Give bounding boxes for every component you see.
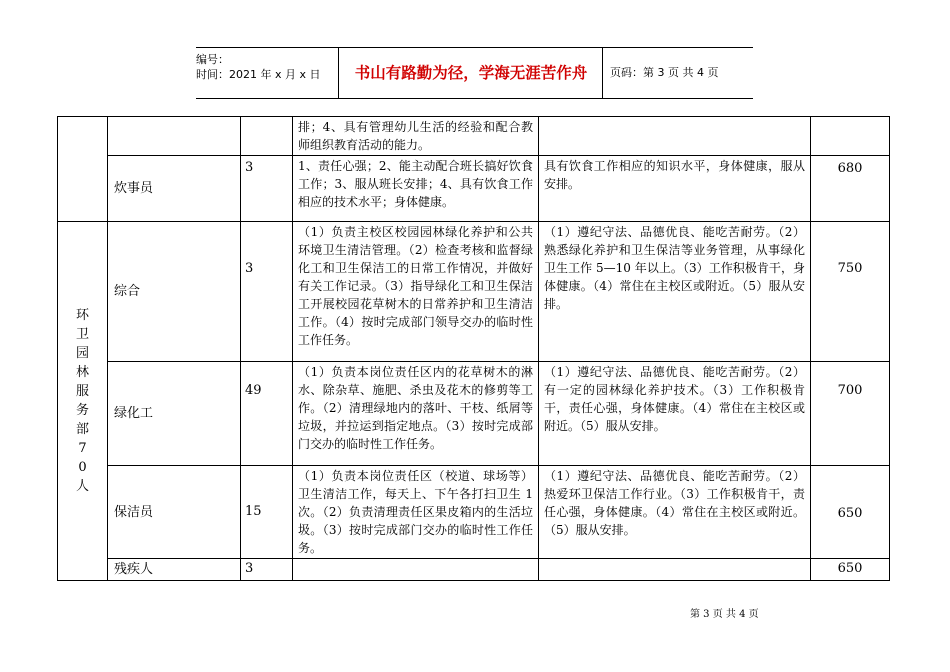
- duty-cell: 排；4、具有管理幼儿生活的经验和配合教师组织教育活动的能力。: [293, 117, 539, 156]
- header-motto: 书山有路勤为径，学海无涯苦作舟: [340, 48, 603, 98]
- count-cell: 3: [241, 222, 293, 362]
- table-row: [58, 559, 890, 581]
- count-cell: 3: [241, 156, 293, 222]
- staff-table: [57, 116, 890, 581]
- pay-cell: [811, 117, 890, 156]
- position-cell: 炊事员: [108, 156, 241, 222]
- requirement-cell: （1）遵纪守法、品德优良、能吃苦耐劳。（2）热爱环卫保洁工作行业。（3）工作积极肯干，责任心强，身体健康。（4）常住在主校区或附近。（5）服从安排。: [539, 466, 811, 559]
- table-row: [58, 466, 890, 559]
- duty-cell: （1）负责本岗位责任区内的花草树木的淋水、除杂草、施肥、杀虫及花木的修剪等工作。（2）清理绿地内的落叶、干枝、纸屑等垃圾，并拉运到指定地点。（3）按时完成部门交办的临时性工作任务。: [293, 362, 539, 466]
- duty-cell: （1）负责主校区校园园林绿化养护和公共环境卫生清洁管理。（2）检查考核和监督绿化工和卫生保洁工的日常工作情况，并做好有关工作记录。（3）指导绿化工和卫生保洁工开展校园花草树木的日常养护和卫生清洁工作。（4）按时完成部门领导交办的临时性工作任务。: [293, 222, 539, 362]
- count-cell: [241, 117, 293, 156]
- pay-cell: 650: [811, 466, 890, 559]
- dept-label: 环卫园林服务部70人: [75, 308, 89, 494]
- number-label: 编号：: [196, 53, 229, 66]
- position-cell: 综合: [108, 222, 241, 362]
- requirement-cell: （1）遵纪守法、品德优良、能吃苦耐劳。（2）熟悉绿化养护和卫生保洁等业务管理，从事绿化卫生工作 5—10 年以上。（3）工作积极肯干，身体健康。（4）常住在主校区或附近。（5）服从安排。: [539, 222, 811, 362]
- dept-cell: [58, 222, 108, 581]
- dept-cell-prev: [58, 117, 108, 222]
- position-cell: [108, 117, 241, 156]
- duty-cell: [293, 559, 539, 581]
- table-row: [58, 362, 890, 466]
- pay-cell: 680: [811, 156, 890, 222]
- table-row: [58, 156, 890, 222]
- header-meta: [196, 48, 339, 98]
- table-row: [58, 222, 890, 362]
- table-row: [58, 117, 890, 156]
- position-cell: 绿化工: [108, 362, 241, 466]
- count-cell: 49: [241, 362, 293, 466]
- count-cell: 15: [241, 466, 293, 559]
- header-page-label: 页码：第 3 页 共 4 页: [610, 66, 719, 79]
- pay-cell: 650: [811, 559, 890, 581]
- requirement-cell: [539, 559, 811, 581]
- duty-cell: 1、责任心强；2、能主动配合班长搞好饮食工作；3、服从班长安排；4、具有饮食工作相应的技术水平；身体健康。: [293, 156, 539, 222]
- duty-cell: （1）负责本岗位责任区（校道、球场等）卫生清洁工作，每天上、下午各打扫卫生 1 次。（2）负责清理责任区果皮箱内的生活垃圾。（3）按时完成部门交办的临时性工作任务。: [293, 466, 539, 559]
- pay-cell: 700: [811, 362, 890, 466]
- page-header: [196, 47, 753, 99]
- position-cell: 残疾人: [108, 559, 241, 581]
- requirement-cell: 具有饮食工作相应的知识水平，身体健康，服从安排。: [539, 156, 811, 222]
- count-cell: 3: [241, 559, 293, 581]
- time-label: 时间：2021 年 x 月 x 日: [196, 68, 321, 81]
- position-cell: 保洁员: [108, 466, 241, 559]
- pay-cell: 750: [811, 222, 890, 362]
- page-footer: 第 3 页 共 4 页: [690, 609, 759, 620]
- requirement-cell: （1）遵纪守法、品德优良、能吃苦耐劳。（2）有一定的园林绿化养护技术。（3）工作积极肯干，责任心强，身体健康。（4）常住在主校区或附近。（5）服从安排。: [539, 362, 811, 466]
- requirement-cell: [539, 117, 811, 156]
